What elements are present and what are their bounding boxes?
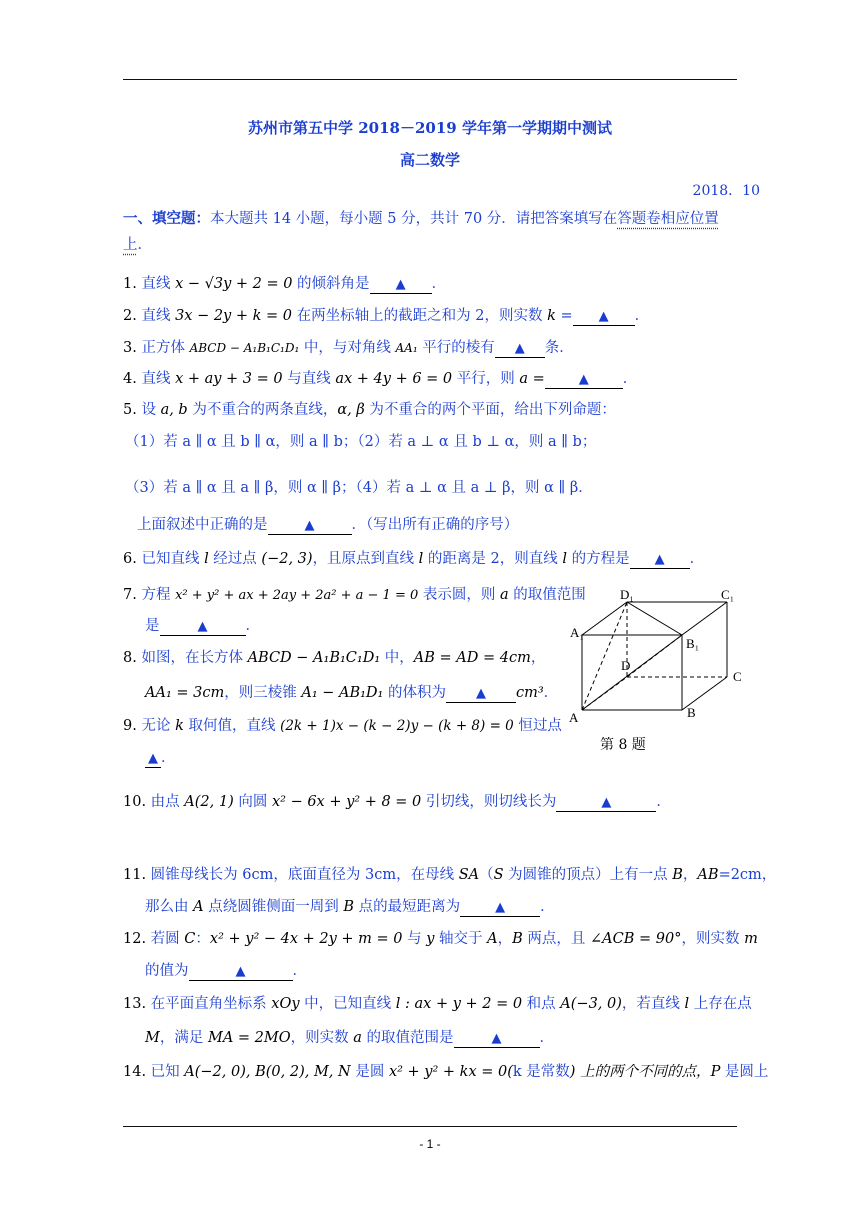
question-text: 的取值范围: [508, 587, 586, 603]
question-text: 点绕圆锥侧面一周到: [203, 899, 344, 915]
question-text: 为圆锥的顶点）上有一点: [503, 867, 673, 883]
question-text: 若圆: [150, 931, 185, 947]
question-number: 8.: [123, 650, 137, 666]
question-1: [123, 272, 446, 294]
math-expression: ABCD − A₁B₁C₁D₁: [189, 341, 300, 355]
triangle-icon: ▲: [654, 552, 665, 567]
question-9: [123, 714, 562, 735]
question-text: 上存在点: [689, 996, 752, 1012]
question-text: ．: [161, 750, 176, 766]
question-text: ，则实数: [290, 1030, 354, 1046]
answer-blank[interactable]: [495, 340, 545, 358]
math-expression: AA₁: [395, 341, 418, 355]
triangle-icon: ▲: [395, 277, 406, 292]
answer-blank[interactable]: [454, 1030, 540, 1048]
math-expression: AA₁ = 3cm: [145, 685, 225, 701]
section-label: 一、填空题：: [123, 210, 210, 227]
question-text: ，: [530, 650, 546, 666]
question-text: ．: [292, 963, 307, 979]
math-expression: x + ay + 3 = 0: [175, 371, 283, 387]
question-text: ，: [497, 931, 513, 947]
question-text: 两点，且: [522, 931, 591, 947]
math-expression: S: [493, 867, 504, 883]
vertex-label-d1: D₁: [620, 587, 634, 602]
answer-blank[interactable]: [630, 551, 690, 569]
question-text: 恒过点: [513, 718, 562, 734]
question-text: 与: [402, 931, 427, 947]
question-text: ．: [540, 899, 555, 915]
answer-blank[interactable]: [573, 308, 635, 326]
triangle-icon: ▲: [578, 372, 589, 387]
question-text: 表示圆，则: [418, 587, 500, 603]
question-text: ，则实数: [681, 931, 745, 947]
question-text: ．: [634, 308, 650, 324]
math-expression: SA: [458, 867, 480, 883]
question-text: 的方程是: [567, 551, 630, 567]
math-expression: B: [672, 867, 683, 883]
math-expression: x² + y² + ax + 2ay + 2a² + a − 1 = 0: [175, 588, 419, 603]
triangle-icon: ▲: [148, 751, 158, 766]
question-text: 直线: [141, 308, 176, 324]
math-expression: A(2, 1): [184, 794, 234, 810]
answer-blank[interactable]: [189, 963, 293, 981]
section-heading: [123, 206, 737, 258]
math-expression: a =: [519, 371, 545, 387]
question-text: 是圆上: [720, 1064, 769, 1080]
question-8-continued: [145, 681, 558, 703]
question-text: 在平面直角坐标系: [150, 996, 272, 1012]
math-expression: P: [710, 1064, 721, 1080]
triangle-icon: ▲: [601, 795, 612, 810]
question-number: 12.: [123, 931, 147, 947]
math-expression: ) 上的两个不同的点，: [569, 1064, 711, 1080]
triangle-icon: ▲: [475, 686, 486, 701]
math-expression: A(−2, 0), B(0, 2), M, N: [184, 1064, 351, 1080]
answer-blank[interactable]: [268, 517, 352, 535]
question-text: ，且原点到直线: [312, 551, 419, 567]
question-number: 13.: [123, 996, 147, 1012]
vertex-label-d: D: [621, 658, 631, 673]
math-expression: ∠ACB = 90°: [590, 931, 682, 947]
question-text: 如图，在长方体: [141, 650, 248, 666]
question-text: 的值为: [145, 963, 189, 979]
question-number: 14.: [123, 1064, 147, 1080]
math-expression: C: [184, 931, 196, 947]
question-text: 已知: [150, 1064, 185, 1080]
math-expression: M: [145, 1030, 160, 1046]
question-text: 引切线，则切线长为: [421, 794, 557, 810]
answer-blank[interactable]: [446, 685, 516, 703]
question-text: ，则三棱锥: [224, 685, 302, 701]
top-rule: [123, 79, 737, 80]
question-text: ．: [431, 276, 447, 292]
question-7: [123, 583, 586, 604]
answer-blank[interactable]: [370, 276, 432, 294]
answer-blank[interactable]: [460, 899, 540, 917]
question-number: 3.: [123, 340, 137, 356]
question-text: =: [555, 308, 573, 324]
math-expression: A: [487, 931, 498, 947]
question-text: 由点: [150, 794, 185, 810]
question-5-proposition-3-4: （3）若 a ∥ α 且 a ∥ β，则 α ∥ β；（4）若 a ⊥ α 且 a ⊥ β，则 α ∥ β．: [125, 480, 593, 496]
math-expression: (2k + 1)x − (k − 2)y − (k + 8) = 0: [280, 718, 514, 734]
question-text: =2cm，: [718, 867, 777, 883]
math-expression: MA = 2MO: [207, 1030, 291, 1046]
math-expression: B: [512, 931, 523, 947]
question-12-continued: [145, 959, 307, 981]
section-text: 本大题共 14 小题，每小题 5 分，共计 70 分．请把答案填写在: [210, 211, 618, 227]
triangle-icon: ▲: [304, 518, 315, 533]
triangle-icon: ▲: [235, 964, 246, 979]
math-expression: k: [175, 718, 184, 734]
question-3: [123, 336, 574, 358]
math-expression: k: [547, 308, 556, 324]
math-expression: A₁ − AB₁D₁: [301, 685, 384, 701]
math-expression: l: [204, 551, 209, 567]
math-expression: x² + y² − 4x + 2y + m = 0: [209, 931, 403, 947]
math-expression: cm³: [515, 685, 544, 701]
question-11: [123, 863, 776, 884]
question-4: [123, 367, 637, 389]
math-expression: l : ax + y + 2 = 0: [395, 996, 523, 1012]
question-text: ，满足: [159, 1030, 208, 1046]
math-expression: ABCD − A₁B₁C₁D₁: [247, 650, 381, 666]
question-text: 的取值范围是: [361, 1030, 454, 1046]
question-13: [123, 992, 752, 1013]
question-text: 与直线: [282, 371, 336, 387]
question-10: [123, 790, 671, 812]
question-text: 是: [145, 618, 160, 634]
math-expression: xOy: [271, 996, 300, 1012]
question-number: 6.: [123, 551, 137, 567]
math-expression: 3x − 2y + k = 0: [175, 308, 292, 324]
math-expression: a, b: [160, 402, 188, 418]
vertex-label-c: C: [733, 669, 742, 684]
triangle-icon: ▲: [495, 900, 506, 915]
question-text: ．: [656, 794, 671, 810]
question-text: k 是常数: [512, 1064, 570, 1080]
vertex-label-a1: A₁: [570, 625, 584, 640]
question-number: 9.: [123, 718, 137, 734]
subject-title: 高二数学: [399, 151, 460, 169]
question-number: 5.: [123, 402, 137, 418]
bottom-rule: [123, 1126, 737, 1127]
vertex-label-b1: B₁: [686, 636, 700, 651]
question-text: 在两坐标轴上的截距之和为 2，则实数: [292, 308, 548, 324]
triangle-icon: ▲: [514, 341, 525, 356]
question-text: 条．: [544, 340, 574, 356]
question-text: 轴交于: [434, 931, 488, 947]
question-text: 平行的棱有: [417, 340, 495, 356]
question-text: ，若直线: [621, 996, 685, 1012]
math-expression: a: [499, 587, 509, 603]
page-number: - 1 -: [419, 1137, 441, 1151]
question-8: [123, 646, 545, 667]
vertex-label-c1: C₁: [721, 587, 735, 602]
question-text: ．: [622, 371, 638, 387]
question-text: 直线: [141, 276, 176, 292]
question-text: 正方体: [141, 340, 190, 356]
question-text: ．（写出所有正确的序号）: [351, 517, 519, 533]
question-number: 1.: [123, 276, 137, 292]
question-number: 11.: [123, 867, 147, 883]
question-number: 7.: [123, 587, 137, 603]
question-text: 为不重合的两条直线，: [187, 402, 338, 418]
triangle-icon: ▲: [598, 309, 609, 324]
figure-caption: 第 8 题: [600, 737, 646, 753]
question-text: 中，与对角线: [299, 340, 396, 356]
math-expression: AB: [697, 867, 719, 883]
question-text: 为不重合的两个平面，给出下列命题：: [364, 402, 616, 418]
math-expression: AB = AD = 4cm: [413, 650, 531, 666]
math-expression: A(−3, 0): [560, 996, 622, 1012]
question-text: 无论: [141, 718, 176, 734]
question-text: 的距离是 2，则直线: [423, 551, 563, 567]
question-text: 设: [141, 402, 161, 418]
math-expression: α, β: [337, 402, 365, 418]
question-number: 4.: [123, 371, 137, 387]
question-text: ．: [543, 685, 559, 701]
answer-blank[interactable]: [160, 618, 246, 636]
question-6: [123, 547, 704, 569]
answer-blank[interactable]: [556, 794, 656, 812]
question-text: 向圆: [233, 794, 272, 810]
math-expression: B: [343, 899, 354, 915]
question-text: 的倾斜角是: [292, 276, 370, 292]
cuboid-figure: [565, 585, 755, 755]
question-text: 上面叙述中正确的是: [137, 517, 268, 533]
math-expression: l: [562, 551, 568, 567]
math-expression: x − √3y + 2 = 0: [175, 276, 293, 292]
question-text: （: [479, 867, 494, 883]
triangle-icon: ▲: [491, 1031, 502, 1046]
question-text: 是圆: [350, 1064, 389, 1080]
math-expression: ax + 4y + 6 = 0: [335, 371, 453, 387]
question-number: 2.: [123, 308, 137, 324]
math-expression: x² − 6x + y² + 8 = 0: [271, 794, 422, 810]
math-expression: (−2, 3): [261, 551, 313, 567]
question-text: 的体积为: [383, 685, 446, 701]
question-text: 直线: [141, 371, 176, 387]
math-expression: l: [418, 551, 424, 567]
question-5-answer: [137, 513, 518, 535]
question-text: ：: [195, 931, 210, 947]
question-text: 方程: [141, 587, 176, 603]
math-expression: a: [353, 1030, 362, 1046]
math-expression: A: [193, 899, 204, 915]
triangle-icon: ▲: [197, 619, 208, 634]
question-11-continued: [145, 895, 555, 917]
math-expression: x² + y² + kx = 0(: [388, 1064, 513, 1080]
question-text: 取何值，直线: [183, 718, 281, 734]
question-number: 10.: [123, 794, 147, 810]
exam-title: 苏州市第五中学 2018－2019 学年第一学期期中测试: [248, 119, 612, 137]
question-text: 那么由: [145, 899, 194, 915]
question-9-continued: [145, 746, 176, 768]
question-text: 中，: [380, 650, 414, 666]
answer-blank[interactable]: [145, 750, 161, 768]
question-12: [123, 927, 758, 948]
question-text: 点的最短距离为: [353, 899, 461, 915]
question-text: 平行，则: [452, 371, 520, 387]
question-text: ．: [689, 551, 705, 567]
question-7-continued: [145, 614, 260, 636]
question-14: [123, 1060, 768, 1081]
question-text: ．: [245, 618, 260, 634]
math-expression: y: [426, 931, 435, 947]
vertex-label-b: B: [687, 705, 696, 720]
math-expression: l: [684, 996, 690, 1012]
question-5-proposition-1-2: （1）若 a ∥ α 且 b ∥ α，则 a ∥ b；（2）若 a ⊥ α 且 b ⊥ α，则 a ∥ b；: [125, 434, 597, 450]
question-text: ，: [682, 867, 698, 883]
answer-blank[interactable]: [545, 371, 623, 389]
exam-date: 2018．10: [692, 183, 760, 199]
question-2: [123, 304, 649, 326]
question-13-continued: [145, 1026, 554, 1048]
question-text: 圆锥母线长为 6cm，底面直径为 3cm，在母线: [150, 867, 459, 883]
question-text: 和点: [522, 996, 561, 1012]
question-text: 经过点: [208, 551, 262, 567]
vertex-label-a: A: [569, 710, 579, 725]
question-5: [123, 398, 616, 419]
question-text: 已知直线: [141, 551, 205, 567]
math-expression: m: [744, 931, 758, 947]
question-text: ．: [539, 1030, 554, 1046]
section-emphasis: 答题卷相应位置上: [123, 211, 719, 253]
question-text: 中，已知直线: [299, 996, 396, 1012]
section-end: ．: [137, 237, 152, 253]
